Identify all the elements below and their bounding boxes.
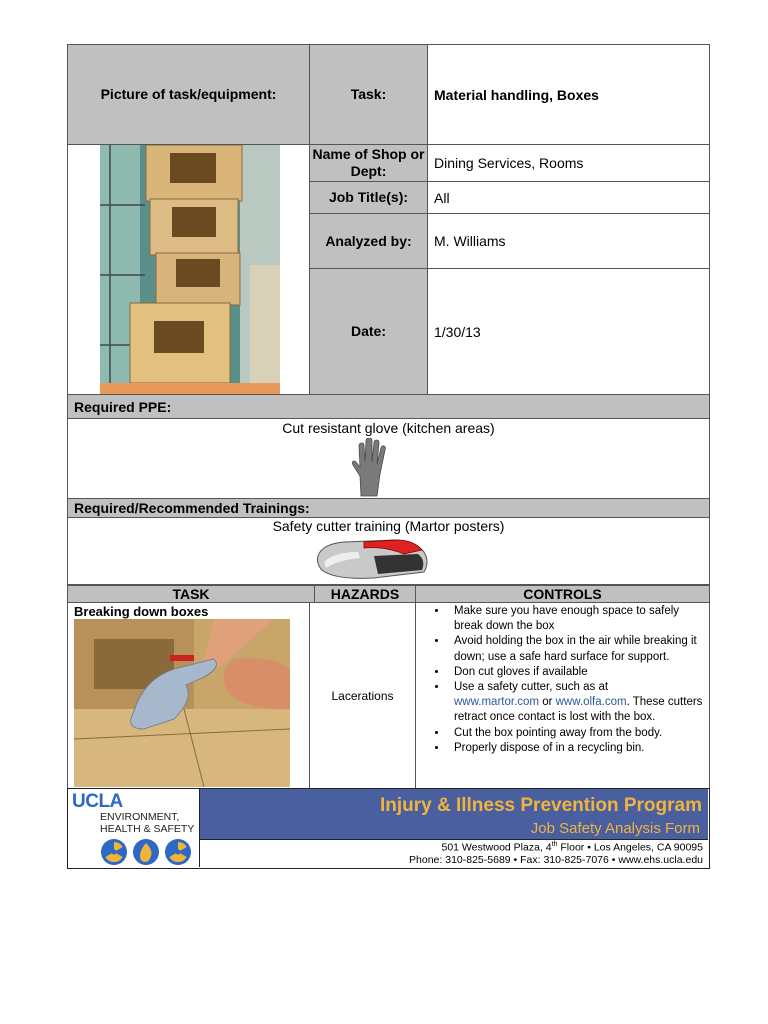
- col-controls-label: CONTROLS: [523, 585, 602, 602]
- col-task-label: TASK: [172, 585, 210, 602]
- analyzed-label: Analyzed by:: [325, 232, 412, 249]
- program-banner: [200, 789, 708, 840]
- trainings-cell: [67, 517, 710, 585]
- link-tail: . These cutters retract once contact is lost with the box.: [454, 696, 703, 724]
- phone-line: Phone: 310-825-5689 • Fax: 310-825-7076 • www.ehs.ucla.edu: [409, 854, 703, 866]
- form-title: Job Safety Analysis Form: [530, 820, 700, 837]
- controls-list: [416, 604, 709, 756]
- link-or: or: [539, 696, 556, 709]
- picture-label: Picture of task/equipment:: [100, 86, 277, 102]
- shop-label: Name of Shop or Dept:: [312, 146, 425, 179]
- olfa-link[interactable]: www.olfa.com: [555, 696, 627, 709]
- date-label: Date:: [350, 323, 386, 339]
- task-name: Breaking down boxes: [74, 604, 209, 619]
- safety-cutter-icon: [314, 536, 430, 582]
- address-pre: 501 Westwood Plaza, 4: [441, 841, 552, 854]
- address-post: Floor • Los Angeles, CA 90095: [557, 841, 703, 854]
- controls-cell: [415, 602, 710, 789]
- hazard-cell: [309, 602, 416, 789]
- control-item: • Don cut gloves if available: [448, 665, 709, 680]
- boxes-photo: [100, 145, 280, 394]
- date-label-cell: [309, 268, 428, 395]
- trainings-heading: Required/Recommended Trainings:: [74, 500, 310, 516]
- col-hazards-header: [314, 585, 416, 603]
- control-item: • Make sure you have enough space to safely break down the box: [448, 604, 709, 634]
- control-item: [448, 680, 709, 726]
- ppe-text: Cut resistant glove (kitchen areas): [282, 420, 495, 436]
- ucla-logo: [68, 789, 200, 867]
- analyzed-value-cell: [427, 213, 710, 269]
- job-value: All: [434, 189, 450, 206]
- control-item: • Properly dispose of in a recycling bin.: [448, 741, 709, 756]
- task-label-cell: [309, 44, 428, 145]
- glove-icon: [348, 438, 388, 498]
- trainings-heading-bar: [67, 498, 710, 518]
- date-value-cell: [427, 268, 710, 395]
- job-label-cell: [309, 181, 428, 214]
- program-title: Injury & Illness Prevention Program: [379, 795, 702, 816]
- job-value-cell: [427, 181, 710, 214]
- control-item: • Cut the box pointing away from the body.: [448, 726, 709, 741]
- ucla-logo-text: UCLA: [72, 791, 123, 812]
- address: [442, 841, 704, 854]
- cutting-box-photo: [74, 619, 290, 787]
- ppe-heading: Required PPE:: [74, 398, 172, 415]
- shop-value: Dining Services, Rooms: [434, 155, 584, 171]
- task-label: Task:: [350, 86, 387, 102]
- trainings-text: Safety cutter training (Martor posters): [272, 518, 505, 534]
- martor-link[interactable]: www.martor.com: [454, 696, 539, 709]
- analyzed-value: M. Williams: [434, 233, 506, 249]
- picture-label-cell: [67, 44, 310, 145]
- job-label: Job Title(s):: [328, 189, 409, 205]
- control-item-text: Use a safety cutter, such as at: [454, 681, 609, 694]
- footer: [67, 788, 710, 869]
- ppe-heading-bar: [67, 394, 710, 419]
- ucla-logo-line1: ENVIRONMENT,: [100, 811, 180, 823]
- ppe-cell: [67, 418, 710, 499]
- col-controls-header: [415, 585, 710, 603]
- ucla-logo-line2: HEALTH & SAFETY: [100, 823, 195, 835]
- shop-value-cell: [427, 144, 710, 182]
- control-item: • Avoid holding the box in the air while breaking it down; use a safe hard surface for support.: [448, 634, 709, 664]
- picture-cell: [67, 144, 310, 395]
- date-value: 1/30/13: [434, 323, 481, 340]
- shop-label-cell: [309, 144, 428, 182]
- col-task-header: [67, 585, 315, 603]
- hazard-text: Lacerations: [331, 688, 394, 703]
- task-value-cell: [427, 44, 710, 145]
- hazard-symbols-icon: [100, 838, 192, 866]
- task-value: Material handling, Boxes: [434, 86, 599, 103]
- analyzed-label-cell: [309, 213, 428, 269]
- col-hazards-label: HAZARDS: [330, 585, 400, 602]
- task-cell: [67, 602, 310, 789]
- address-sup: th: [551, 841, 558, 848]
